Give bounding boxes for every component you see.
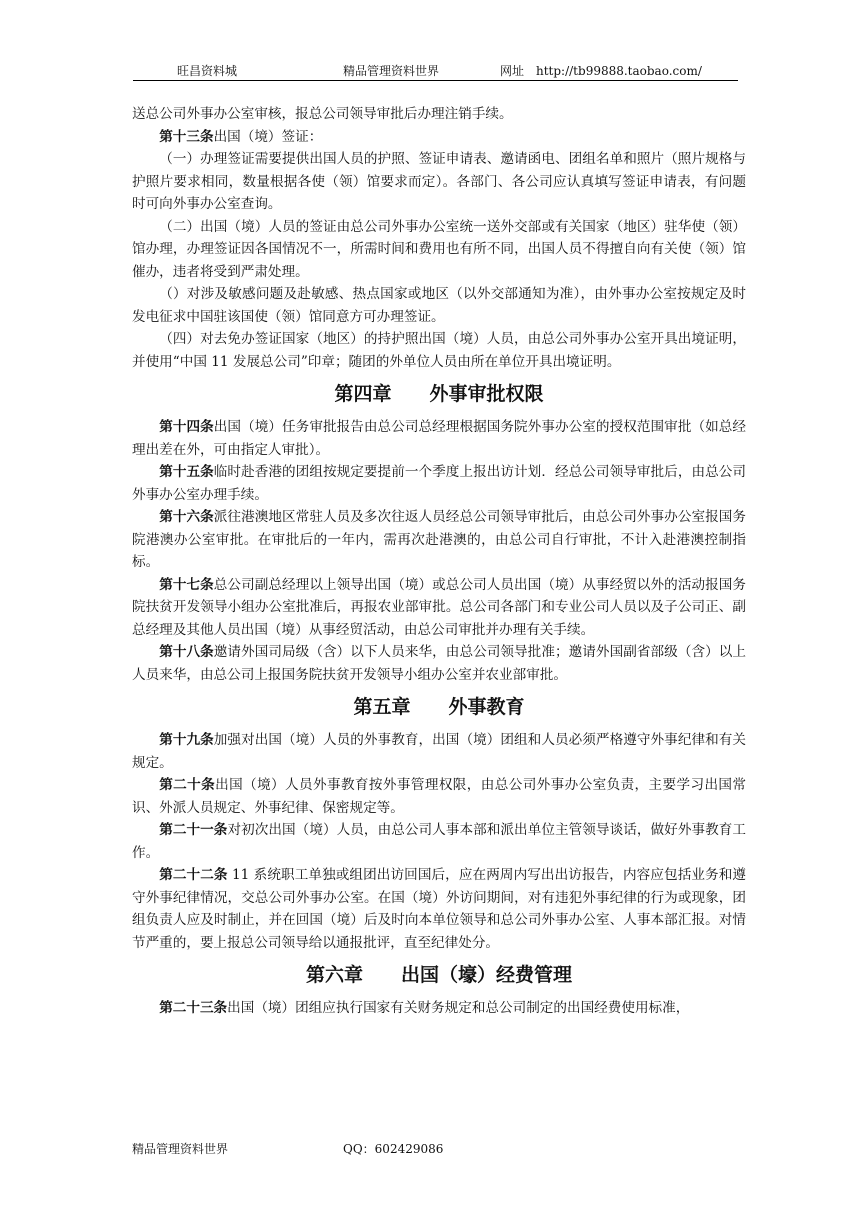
article-23-title: 第二十三条 <box>159 1000 228 1016</box>
article-22-text: 11 系统职工单独或组团出访回国后，应在两周内写出出访报告，内容应包括业务和遵守外事纪律情况，交总公司外事办公室。在国（境）外访问期间，对有违犯外事纪律的行为或现象，团组负责人应及时制止，并在回国（境）后及时向本单位领导和总公司外事办公室、人事本部汇报。对情节严重的，要上报总公司领导给以通报批评，直至纪律处分。 <box>132 867 747 951</box>
article-22 <box>132 864 746 954</box>
article-22-title: 第二十二条 <box>159 867 228 883</box>
header-url-link[interactable]: 网址 http://tb99888.taobao.com/ <box>500 64 702 78</box>
article-23 <box>132 997 746 1020</box>
article-14-text: 出国（境）任务审批报告由总公司总经理根据国务院外事办公室的授权范围审批（如总经理出差在外，可由指定人审批）。 <box>132 419 746 458</box>
article-15 <box>132 461 746 506</box>
article-13-title: 第十三条 <box>159 128 214 145</box>
article-19-text: 加强对出国（境）人员的外事教育，出国（境）团组和人员必须严格遵守外事纪律和有关规定。 <box>132 732 746 771</box>
article-20-title: 第二十条 <box>159 777 216 793</box>
article-13-item-1: （一）办理签证需要提供出国人员的护照、签证申请表、邀请函电、团组名单和照片（照片规格与护照片要求相同，数量根据各使（领）馆要求而定）。各部门、各公司应认真填写签证申请表，有问题时可向外事办公室查询。 <box>132 151 746 212</box>
header-center-text: 精品管理资料世界 <box>343 64 440 78</box>
article-16-title: 第十六条 <box>159 509 214 525</box>
footer-left-text: 精品管理资料世界 <box>132 1142 229 1156</box>
paragraph-continuation: 送总公司外事办公室审核，报总公司领导审批后办理注销手续。 <box>132 106 513 122</box>
document-body <box>132 103 746 1020</box>
article-17 <box>132 574 746 642</box>
footer-qq-text: QQ：602429086 <box>343 1142 444 1156</box>
article-21-title: 第二十一条 <box>159 822 228 838</box>
article-16-text: 派往港澳地区常驻人员及多次往返人员经总公司领导审批后，由总公司外事办公室报国务院港澳办公室审批。在审批后的一年内，需再次赴港澳的，由总公司自行审批，不计入赴港澳控制指标。 <box>132 509 746 570</box>
article-17-text: 总公司副总经理以上领导出国（境）或总公司人员出国（境）从事经贸以外的活动报国务院扶贫开发领导小组办公室批准后，再报农业部审批。总公司各部门和专业公司人员以及子公司正、副总经理及其他人员出国（境）从事经贸活动，由总公司审批并办理有关手续。 <box>132 576 746 638</box>
article-13-item-4: （四）对去免办签证国家（地区）的持护照出国（境）人员，由总公司外事办公室开具出境证明，并使用“中国 11 发展总公司”印章；随团的外单位人员由所在单位开具出境证明。 <box>132 331 746 370</box>
article-20-text: 出国（境）人员外事教育按外事管理权限，由总公司外事办公室负责，主要学习出国常识、外派人员规定、外事纪律、保密规定等。 <box>132 777 747 816</box>
article-13 <box>132 126 746 149</box>
article-15-text: 临时赴香港的团组按规定要提前一个季度上报出访计划．经总公司领导审批后，由总公司外事办公室办理手续。 <box>132 464 746 503</box>
article-21 <box>132 819 746 864</box>
chapter-6-heading: 第六章 出国（壕）经费管理 <box>305 964 572 986</box>
article-14-title: 第十四条 <box>159 419 214 435</box>
article-23-text: 出国（境）团组应执行国家有关财务规定和总公司制定的出国经费使用标准， <box>227 1000 690 1016</box>
article-18-text: 邀请外国司局级（含）以下人员来华，由总公司领导批准；邀请外国副省部级（含）以上人员来华，由总公司上报国务院扶贫开发领导小组办公室并农业部审批。 <box>132 644 746 683</box>
article-18-title: 第十八条 <box>159 644 214 660</box>
article-17-title: 第十七条 <box>159 576 214 593</box>
header-left-text: 旺昌资料城 <box>177 64 238 78</box>
chapter-5-heading: 第五章 外事教育 <box>353 696 525 718</box>
article-21-text: 对初次出国（境）人员，由总公司人事本部和派出单位主管领导谈话，做好外事教育工作。 <box>132 822 747 861</box>
article-13-item-2: （二）出国（境）人员的签证由总公司外事办公室统一送外交部或有关国家（地区）驻华使（领）馆办理，办理签证因各国情况不一，所需时间和费用也有所不同，出国人员不得擅自向有关使（领）馆催办，违者将受到严肃处理。 <box>132 218 746 280</box>
article-18 <box>132 641 746 686</box>
article-20 <box>132 774 746 819</box>
article-15-title: 第十五条 <box>159 464 214 480</box>
article-13-text: 出国（境）签证： <box>213 128 323 145</box>
article-19-title: 第十九条 <box>159 732 214 748</box>
article-13-item-3: （）对涉及敏感问题及赴敏感、热点国家或地区（以外交部通知为准），由外事办公室按规定及时发电征求中国驻该国使（领）馆同意方可办理签证。 <box>132 286 746 325</box>
chapter-4-heading: 第四章 外事审批权限 <box>334 383 544 405</box>
article-19 <box>132 729 746 774</box>
article-14 <box>132 416 746 461</box>
article-16 <box>132 506 746 574</box>
page-header <box>133 62 738 81</box>
